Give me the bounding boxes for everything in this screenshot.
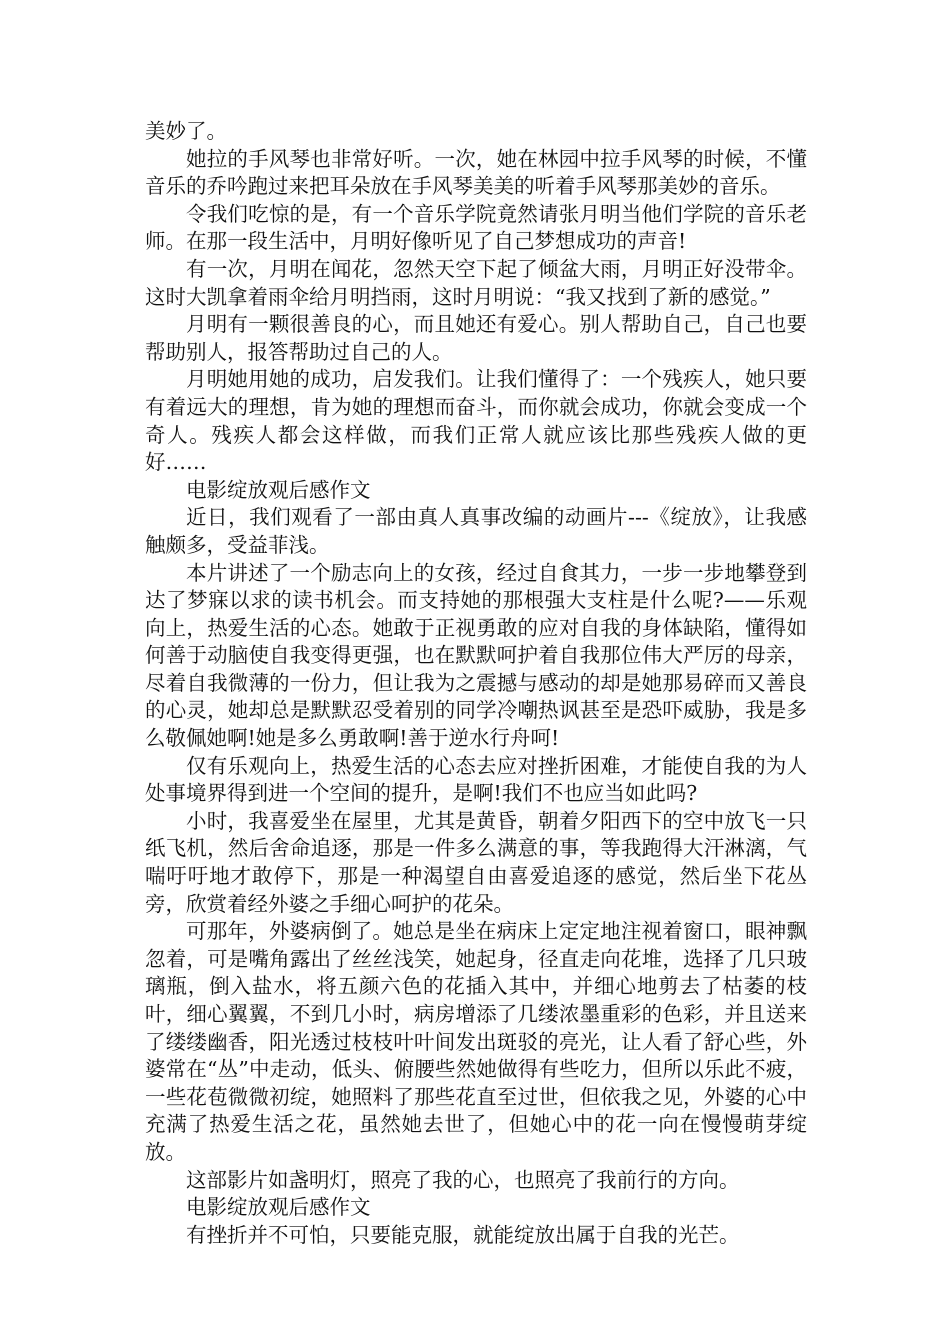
paragraph: 令我们吃惊的是，有一个音乐学院竟然请张月明当他们学院的音乐老师。在那一段生活中，月明好像听见了自己梦想成功的声音! xyxy=(145,201,807,254)
document-page xyxy=(145,118,807,1249)
paragraph: 月明有一颗很善良的心，而且她还有爱心。别人帮助自己，自己也要帮助别人，报答帮助过自己的人。 xyxy=(145,312,807,364)
paragraph: 仅有乐观向上，热爱生活的心态去应对挫折困难，才能使自我的为人处事境界得到进一个空间的提升，是啊!我们不也应当如此吗? xyxy=(145,753,807,806)
paragraph: 近日，我们观看了一部由真人真事改编的动画片---《绽放》，让我感触颇多，受益菲浅。 xyxy=(145,505,807,557)
section-heading: 电影绽放观后感作文 xyxy=(186,477,371,502)
paragraph: 月明她用她的成功，启发我们。让我们懂得了：一个残疾人，她只要有着远大的理想，肯为她的理想而奋斗，而你就会成功，你就会变成一个奇人。残疾人都会这样做，而我们正常人就应该比那些残疾人做的更好…… xyxy=(145,367,807,475)
paragraph: 本片讲述了一个励志向上的女孩，经过自食其力，一步一步地攀登到达了梦寐以求的读书机会。而支持她的那根强大支柱是什么呢?——乐观向上，热爱生活的心态。她敢于正视勇敢的应对自我的身体缺陷，懂得如何善于动脑使自我变得更强，也在默默呵护着自我那位伟大严厉的母亲，尽着自我微薄的一份力，但让我为之震撼与感动的却是她那易碎而又善良的心灵，她却总是默默忍受着别的同学冷嘲热讽甚至是恐吓威胁，我是多么敬佩她啊!她是多么勇敢啊!善于逆水行舟呵! xyxy=(145,560,807,751)
paragraph: 小时，我喜爱坐在屋里，尤其是黄昏，朝着夕阳西下的空中放飞一只纸飞机，然后舍命追逐，那是一件多么满意的事，等我跑得大汗淋漓，气喘吁吁地才敢停下，那是一种渴望自由喜爱追逐的感觉，然后坐下花丛旁，欣赏着经外婆之手细心呵护的花朵。 xyxy=(145,808,807,916)
paragraph: 她拉的手风琴也非常好听。一次，她在林园中拉手风琴的时候，不懂音乐的乔吟跑过来把耳朵放在手风琴美美的听着手风琴那美妙的音乐。 xyxy=(145,146,807,199)
paragraph: 可那年，外婆病倒了。她总是坐在病床上定定地注视着窗口，眼神飘忽着，可是嘴角露出了丝丝浅笑，她起身，径直走向花堆，选择了几只玻璃瓶，倒入盐水，将五颜六色的花插入其中，并细心地剪去了枯萎的枝叶，细心翼翼，不到几小时，病房增添了几缕浓墨重彩的色彩，并且送来了缕缕幽香，阳光透过枝枝叶叶间发出斑驳的亮光，让人看了舒心些，外婆常在“丛”中走动，低头、俯腰些然她做得有些吃力，但所以乐此不疲，一些花苞微微初绽，她照料了那些花直至过世，但依我之见，外婆的心中充满了热爱生活之花，虽然她去世了，但她心中的花一向在慢慢萌芽绽放。 xyxy=(145,919,807,1164)
paragraph: 有一次，月明在闻花，忽然天空下起了倾盆大雨，月明正好没带伞。这时大凯拿着雨伞给月明挡雨，这时月明说：“我又找到了新的感觉。” xyxy=(145,256,807,309)
paragraph: 这部影片如盏明灯，照亮了我的心，也照亮了我前行的方向。 xyxy=(186,1167,740,1192)
paragraph: 有挫折并不可怕，只要能克服，就能绽放出属于自我的光芒。 xyxy=(186,1222,740,1247)
paragraph: 美妙了。 xyxy=(145,119,227,143)
section-heading: 电影绽放观后感作文 xyxy=(186,1195,371,1220)
